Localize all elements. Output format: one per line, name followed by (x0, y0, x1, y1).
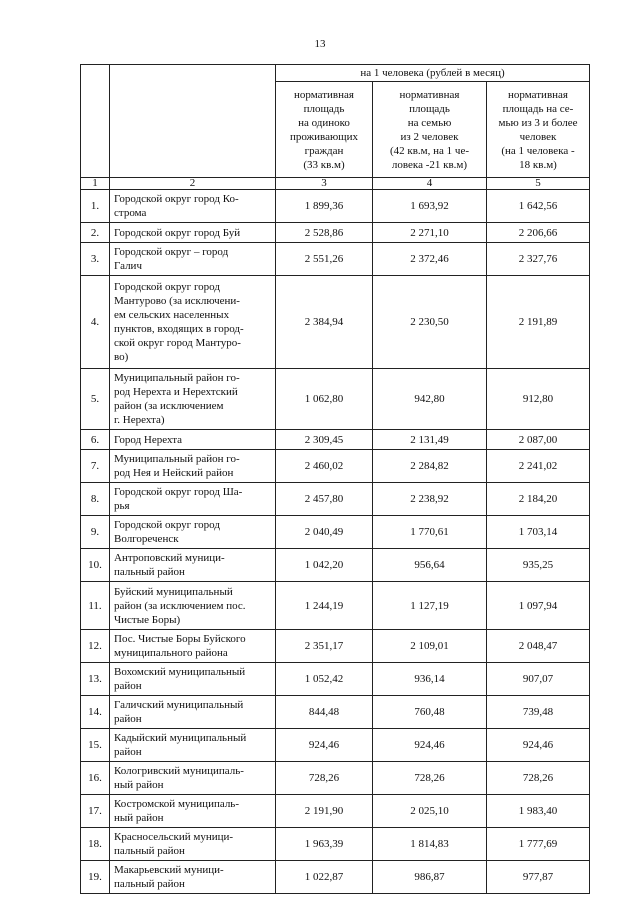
row-number: 2. (81, 223, 110, 243)
municipality-name-line: ской округ город Мантуро- (114, 337, 241, 349)
header-line: на одиноко (298, 116, 350, 129)
table-row (81, 696, 590, 729)
value-col3: 2 384,94 (276, 276, 373, 369)
table-row (81, 223, 590, 243)
value-col3: 844,48 (276, 696, 373, 729)
row-number: 19. (81, 861, 110, 894)
municipality-name-line: Муниципальный район го- (114, 453, 240, 465)
table-row (81, 795, 590, 828)
value-col3: 2 528,86 (276, 223, 373, 243)
table-row (81, 861, 590, 894)
table-row (81, 369, 590, 430)
row-number: 5. (81, 369, 110, 430)
value-col5: 2 241,02 (487, 450, 590, 483)
header-line: площадь (303, 102, 345, 115)
value-col3: 1 022,87 (276, 861, 373, 894)
row-number: 17. (81, 795, 110, 828)
municipality-name-line: муниципального района (114, 647, 228, 659)
table-row (81, 549, 590, 582)
row-number: 7. (81, 450, 110, 483)
header-line: на семью (407, 116, 452, 129)
table-row (81, 663, 590, 696)
municipality-name-line: Городской округ город (114, 519, 220, 531)
municipality-name-line: Волгореченск (114, 533, 179, 545)
municipality-name-line: Галич (114, 260, 142, 272)
municipality-name-line: Буйский муниципальный (114, 585, 233, 598)
column-number: 2 (110, 178, 276, 190)
row-number: 16. (81, 762, 110, 795)
header-line: площадь на се- (502, 102, 574, 115)
value-col4: 2 131,49 (373, 430, 487, 450)
municipality-name-line: Кологривский муниципаль- (114, 765, 244, 777)
value-col5: 1 703,14 (487, 516, 590, 549)
municipality-name-line: г. Нерехта) (114, 414, 165, 426)
row-number: 3. (81, 243, 110, 276)
header-line: площадь (409, 102, 450, 115)
table-row (81, 483, 590, 516)
header-line: 18 кв.м) (519, 158, 557, 171)
municipality-name-line: район (за исключением (114, 400, 224, 412)
value-col3: 2 040,49 (276, 516, 373, 549)
table-row (81, 516, 590, 549)
value-col4: 924,46 (373, 729, 487, 762)
value-col4: 1 814,83 (373, 828, 487, 861)
municipality-name-line: Городской округ город Буй (114, 226, 241, 239)
municipality-name-line: ем сельских населенных (114, 309, 230, 321)
header-line: мью из 3 и более (498, 116, 578, 129)
page-number: 13 (314, 38, 326, 50)
municipality-name-line: Костромской муниципаль- (114, 798, 239, 810)
row-number: 12. (81, 630, 110, 663)
header-col5 (487, 82, 590, 178)
municipality-name-line: Городской округ город Ко- (114, 193, 239, 205)
header-line: (на 1 человека - (501, 144, 575, 157)
municipality-name-line: ный район (114, 779, 164, 791)
municipality-name-line: пальный район (114, 566, 185, 578)
value-col4: 2 230,50 (373, 276, 487, 369)
value-col4: 728,26 (373, 762, 487, 795)
municipality-name-line: район (114, 680, 142, 692)
municipality-name (110, 223, 276, 243)
table-row (81, 450, 590, 483)
value-col4: 1 127,19 (373, 582, 487, 630)
value-col4: 2 271,10 (373, 223, 487, 243)
value-col5: 935,25 (487, 549, 590, 582)
row-number: 18. (81, 828, 110, 861)
municipality-name (110, 696, 276, 729)
column-number: 5 (487, 178, 590, 190)
header-line: нормативная (508, 88, 568, 101)
table-row (81, 276, 590, 369)
municipality-name (110, 729, 276, 762)
value-col4: 760,48 (373, 696, 487, 729)
value-col5: 1 642,56 (487, 190, 590, 223)
header-line: граждан (304, 144, 344, 157)
value-col3: 1 062,80 (276, 369, 373, 430)
value-col3: 2 309,45 (276, 430, 373, 450)
municipality-name (110, 243, 276, 276)
table-row (81, 762, 590, 795)
column-number-row (81, 178, 590, 190)
value-col3: 1 244,19 (276, 582, 373, 630)
value-col3: 2 191,90 (276, 795, 373, 828)
municipality-name-line: Вохомский муниципальный (114, 666, 246, 678)
value-col3: 1 963,39 (276, 828, 373, 861)
municipality-name-line: Городской округ город (114, 281, 220, 293)
municipality-name (110, 516, 276, 549)
table-row (81, 729, 590, 762)
header-row-group (81, 65, 590, 82)
value-col5: 907,07 (487, 663, 590, 696)
municipality-name (110, 430, 276, 450)
value-col3: 1 052,42 (276, 663, 373, 696)
value-col5: 1 983,40 (487, 795, 590, 828)
municipality-name-line: ный район (114, 812, 164, 824)
value-col5: 977,87 (487, 861, 590, 894)
municipality-name-line: род Нея и Нейский район (114, 467, 234, 479)
value-col3: 924,46 (276, 729, 373, 762)
header-line: (33 кв.м) (303, 158, 345, 171)
value-col5: 2 206,66 (487, 223, 590, 243)
value-col3: 2 460,02 (276, 450, 373, 483)
table-row (81, 582, 590, 630)
municipality-name-line: рья (114, 500, 130, 512)
table-row (81, 190, 590, 223)
header-line: из 2 человек (400, 130, 459, 143)
municipality-name-line: Городской округ город Ша- (114, 486, 243, 498)
row-number: 10. (81, 549, 110, 582)
municipality-name-line: Город Нерехта (114, 433, 183, 446)
municipality-name (110, 190, 276, 223)
row-number: 11. (81, 582, 110, 630)
municipality-name (110, 276, 276, 369)
value-col4: 2 109,01 (373, 630, 487, 663)
row-number: 14. (81, 696, 110, 729)
value-col3: 1 042,20 (276, 549, 373, 582)
municipality-name-line: Чистые Боры) (114, 613, 181, 626)
value-col5: 912,80 (487, 369, 590, 430)
column-number: 4 (373, 178, 487, 190)
municipality-name-line: Мантурово (за исключени- (114, 295, 240, 307)
value-col5: 2 191,89 (487, 276, 590, 369)
municipality-name (110, 369, 276, 430)
value-col5: 924,46 (487, 729, 590, 762)
value-col3: 2 551,26 (276, 243, 373, 276)
value-col5: 2 048,47 (487, 630, 590, 663)
row-number: 4. (81, 276, 110, 369)
header-line: (42 кв.м, на 1 че- (389, 144, 469, 157)
municipality-name-line: Кадыйский муниципальный (114, 732, 247, 744)
table-row (81, 828, 590, 861)
municipality-name-line: Галичский муниципальный (114, 699, 244, 711)
value-col4: 2 238,92 (373, 483, 487, 516)
table-row (81, 630, 590, 663)
municipality-name (110, 762, 276, 795)
municipality-name (110, 549, 276, 582)
municipality-name-line: род Нерехта и Нерехтский (114, 386, 238, 398)
municipality-name (110, 828, 276, 861)
municipality-name (110, 795, 276, 828)
municipality-name-line: Красносельский муници- (114, 831, 234, 843)
header-blank-name (110, 65, 276, 178)
value-col5: 2 184,20 (487, 483, 590, 516)
municipality-name-line: Муниципальный район го- (114, 372, 240, 384)
value-col4: 2 025,10 (373, 795, 487, 828)
tariff-table (80, 64, 590, 894)
header-col3 (276, 82, 373, 178)
column-number: 1 (81, 178, 110, 190)
municipality-name-line: Макарьевский муници- (114, 864, 224, 876)
value-col4: 1 693,92 (373, 190, 487, 223)
value-col5: 2 087,00 (487, 430, 590, 450)
value-col4: 2 284,82 (373, 450, 487, 483)
header-blank-num (81, 65, 110, 178)
row-number: 13. (81, 663, 110, 696)
value-col4: 986,87 (373, 861, 487, 894)
municipality-name (110, 663, 276, 696)
municipality-name (110, 483, 276, 516)
value-col5: 1 777,69 (487, 828, 590, 861)
header-line: проживающих (289, 130, 359, 143)
value-col5: 1 097,94 (487, 582, 590, 630)
municipality-name (110, 630, 276, 663)
value-col5: 728,26 (487, 762, 590, 795)
value-col5: 2 327,76 (487, 243, 590, 276)
value-col4: 956,64 (373, 549, 487, 582)
row-number: 6. (81, 430, 110, 450)
header-group-title: на 1 человека (рублей в месяц) (276, 65, 590, 82)
header-line: нормативная (294, 88, 354, 101)
municipality-name-line: во) (114, 351, 129, 363)
municipality-name (110, 582, 276, 630)
municipality-name (110, 861, 276, 894)
municipality-name-line: Городской округ – город (114, 246, 229, 258)
table-row (81, 243, 590, 276)
value-col3: 1 899,36 (276, 190, 373, 223)
header-line: ловека -21 кв.м) (391, 158, 468, 171)
row-number: 8. (81, 483, 110, 516)
municipality-name-line: Пос. Чистые Боры Буйского (114, 633, 246, 645)
column-number: 3 (276, 178, 373, 190)
value-col3: 2 351,17 (276, 630, 373, 663)
value-col4: 942,80 (373, 369, 487, 430)
municipality-name-line: район (114, 713, 142, 725)
municipality-name-line: пальный район (114, 845, 185, 857)
municipality-name (110, 450, 276, 483)
header-line: человек (519, 130, 557, 143)
municipality-name-line: район (за исключением пос. (114, 599, 246, 612)
value-col4: 936,14 (373, 663, 487, 696)
municipality-name-line: пальный район (114, 878, 185, 890)
value-col3: 2 457,80 (276, 483, 373, 516)
value-col5: 739,48 (487, 696, 590, 729)
row-number: 9. (81, 516, 110, 549)
header-col4 (373, 82, 487, 178)
header-line: нормативная (399, 88, 460, 101)
value-col3: 728,26 (276, 762, 373, 795)
table-row (81, 430, 590, 450)
municipality-name-line: Антроповский муници- (114, 552, 225, 564)
value-col4: 2 372,46 (373, 243, 487, 276)
municipality-name-line: район (114, 746, 142, 758)
municipality-name-line: пунктов, входящих в город- (114, 323, 244, 335)
value-col4: 1 770,61 (373, 516, 487, 549)
row-number: 15. (81, 729, 110, 762)
municipality-name-line: строма (114, 207, 147, 219)
row-number: 1. (81, 190, 110, 223)
